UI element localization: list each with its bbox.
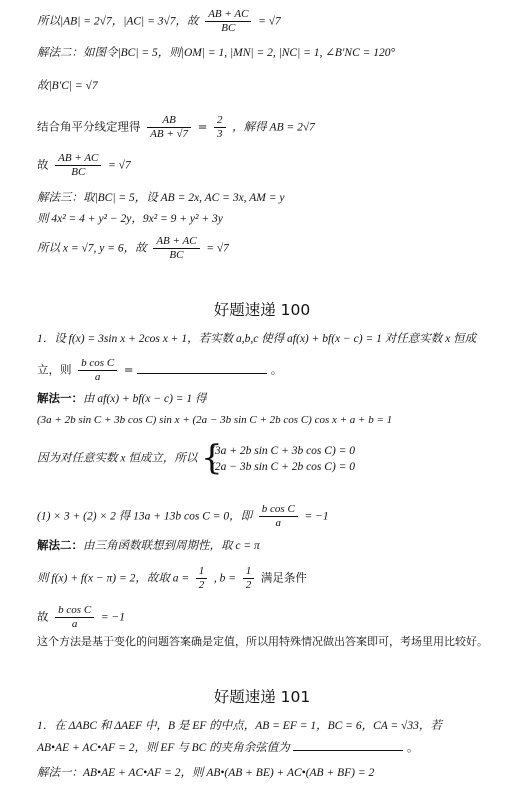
fraction: $\frac{1}{2}$ [243,565,255,592]
equation-system: { (3a + 2b sin C + 3b cos C) = 0 (2a − 3b sin C + 2b cos C) = 0 [201,438,356,478]
fraction: $\frac{AB}{AB + √7}$ [147,114,191,141]
answer-blank [137,362,267,374]
solution-2-choice: 则 f(x) + f(x − π) = 2，故取 a = $\frac{1}{2}$ , b = $\frac{1}{2}$ 满足条件 [37,565,307,591]
line-conclusion-2: 故 $\frac{AB + AC}{BC}$ = √7 [37,152,131,178]
fraction: $\frac{2}{3}$ [214,114,226,141]
line-conclusion-3: 所以 x = √7, y = 6，故 $\frac{AB + AC}{BC}$ = √7 [37,235,229,261]
solution-1-system: 因为对任意实数 x 恒成立，所以 { (3a + 2b sin C + 3b cos C) = 0 (2a − 3b sin C + 2b cos C) = 0 [37,438,356,478]
fraction: $\frac{\text{b cos C}}{a}$ [78,357,117,384]
fraction: $\frac{1}{2}$ [196,565,208,592]
line-equations: 则 4x² = 4 + y² − 2y，9x² = 9 + y² + 3y [37,213,223,225]
solution-2-result: 故 $\frac{\text{b cos C}}{a}$ = −1 [37,604,125,630]
fraction: $\frac{AB + AC}{BC}$ [153,235,199,262]
question-101-line2: AB•AE + AC•AF = 2，则 EF 与 BC 的夹角余弦值为 。 [37,740,419,754]
fraction: $\frac{\text{b cos C}}{a}$ [259,503,298,530]
answer-blank [293,739,403,751]
line-method-2: 解法二：如图令|BC| = 5，则|OM| = 1, |MN| = 2, |NC| = 1, ∠B′NC = 120° [37,47,396,59]
section-heading-100: 好题速递 100 [213,301,311,319]
section-heading-101: 好题速递 101 [213,688,311,706]
method-note: 这个方法是基于变化的问题答案确是定值，所以用特殊情况做出答案即可，考场里用比较好。 [37,635,488,648]
solution-1-combine: (1) × 3 + (2) × 2 得 13a + 13b cos C = 0，即 $\frac{\text{b cos C}}{a}$ = −1 [37,503,329,529]
line-conclusion-1: 所以|AB| = 2√7，|AC| = 3√7，故 $\frac{AB + AC}{BC}$ = √7 [37,8,281,34]
fraction: $\frac{\text{b cos C}}{a}$ [55,604,94,631]
solution-101-1: 解法一：AB•AE + AC•AF = 2，则 AB•(AB + BE) + AC•(AB + BF) = 2 [37,767,375,779]
question-100-line1: 1．设 f(x) = 3sin x + 2cos x + 1，若实数 a,b,c 使得 af(x) + bf(x − c) = 1 对任意实数 x 恒成 [37,333,477,345]
fraction: $\frac{AB + AC}{BC}$ [55,152,101,179]
solution-1-expanded: (3a + 2b sin C + 3b cos C) sin x + (2a − 3b sin C + 2b cos C) cos x + a + b = 1 [37,414,393,426]
question-100-line2: 立，则 $\frac{\text{b cos C}}{a}$ = 。 [37,357,283,383]
fraction: $\frac{AB + AC}{BC}$ [205,8,251,35]
question-101-line1: 1．在 ΔABC 和 ΔAEF 中，B 是 EF 的中点，AB = EF = 1，BC = 6，CA = √33，若 [37,720,442,732]
solution-2-intro: 解法二：由三角函数联想到周期性，取 c = π [37,538,260,552]
line-method-3: 解法三：取|BC| = 5，设 AB = 2x, AC = 3x, AM = y [37,192,285,204]
line-bc-length: 故|B′C| = √7 [37,80,98,92]
line-bisector-theorem: 结合角平分线定理得 $\frac{AB}{AB + √7}$ = $\frac{2}{3}$ ，解得 AB = 2√7 [37,114,315,140]
solution-1-intro: 解法一：由 af(x) + bf(x − c) = 1 得 [37,391,207,405]
